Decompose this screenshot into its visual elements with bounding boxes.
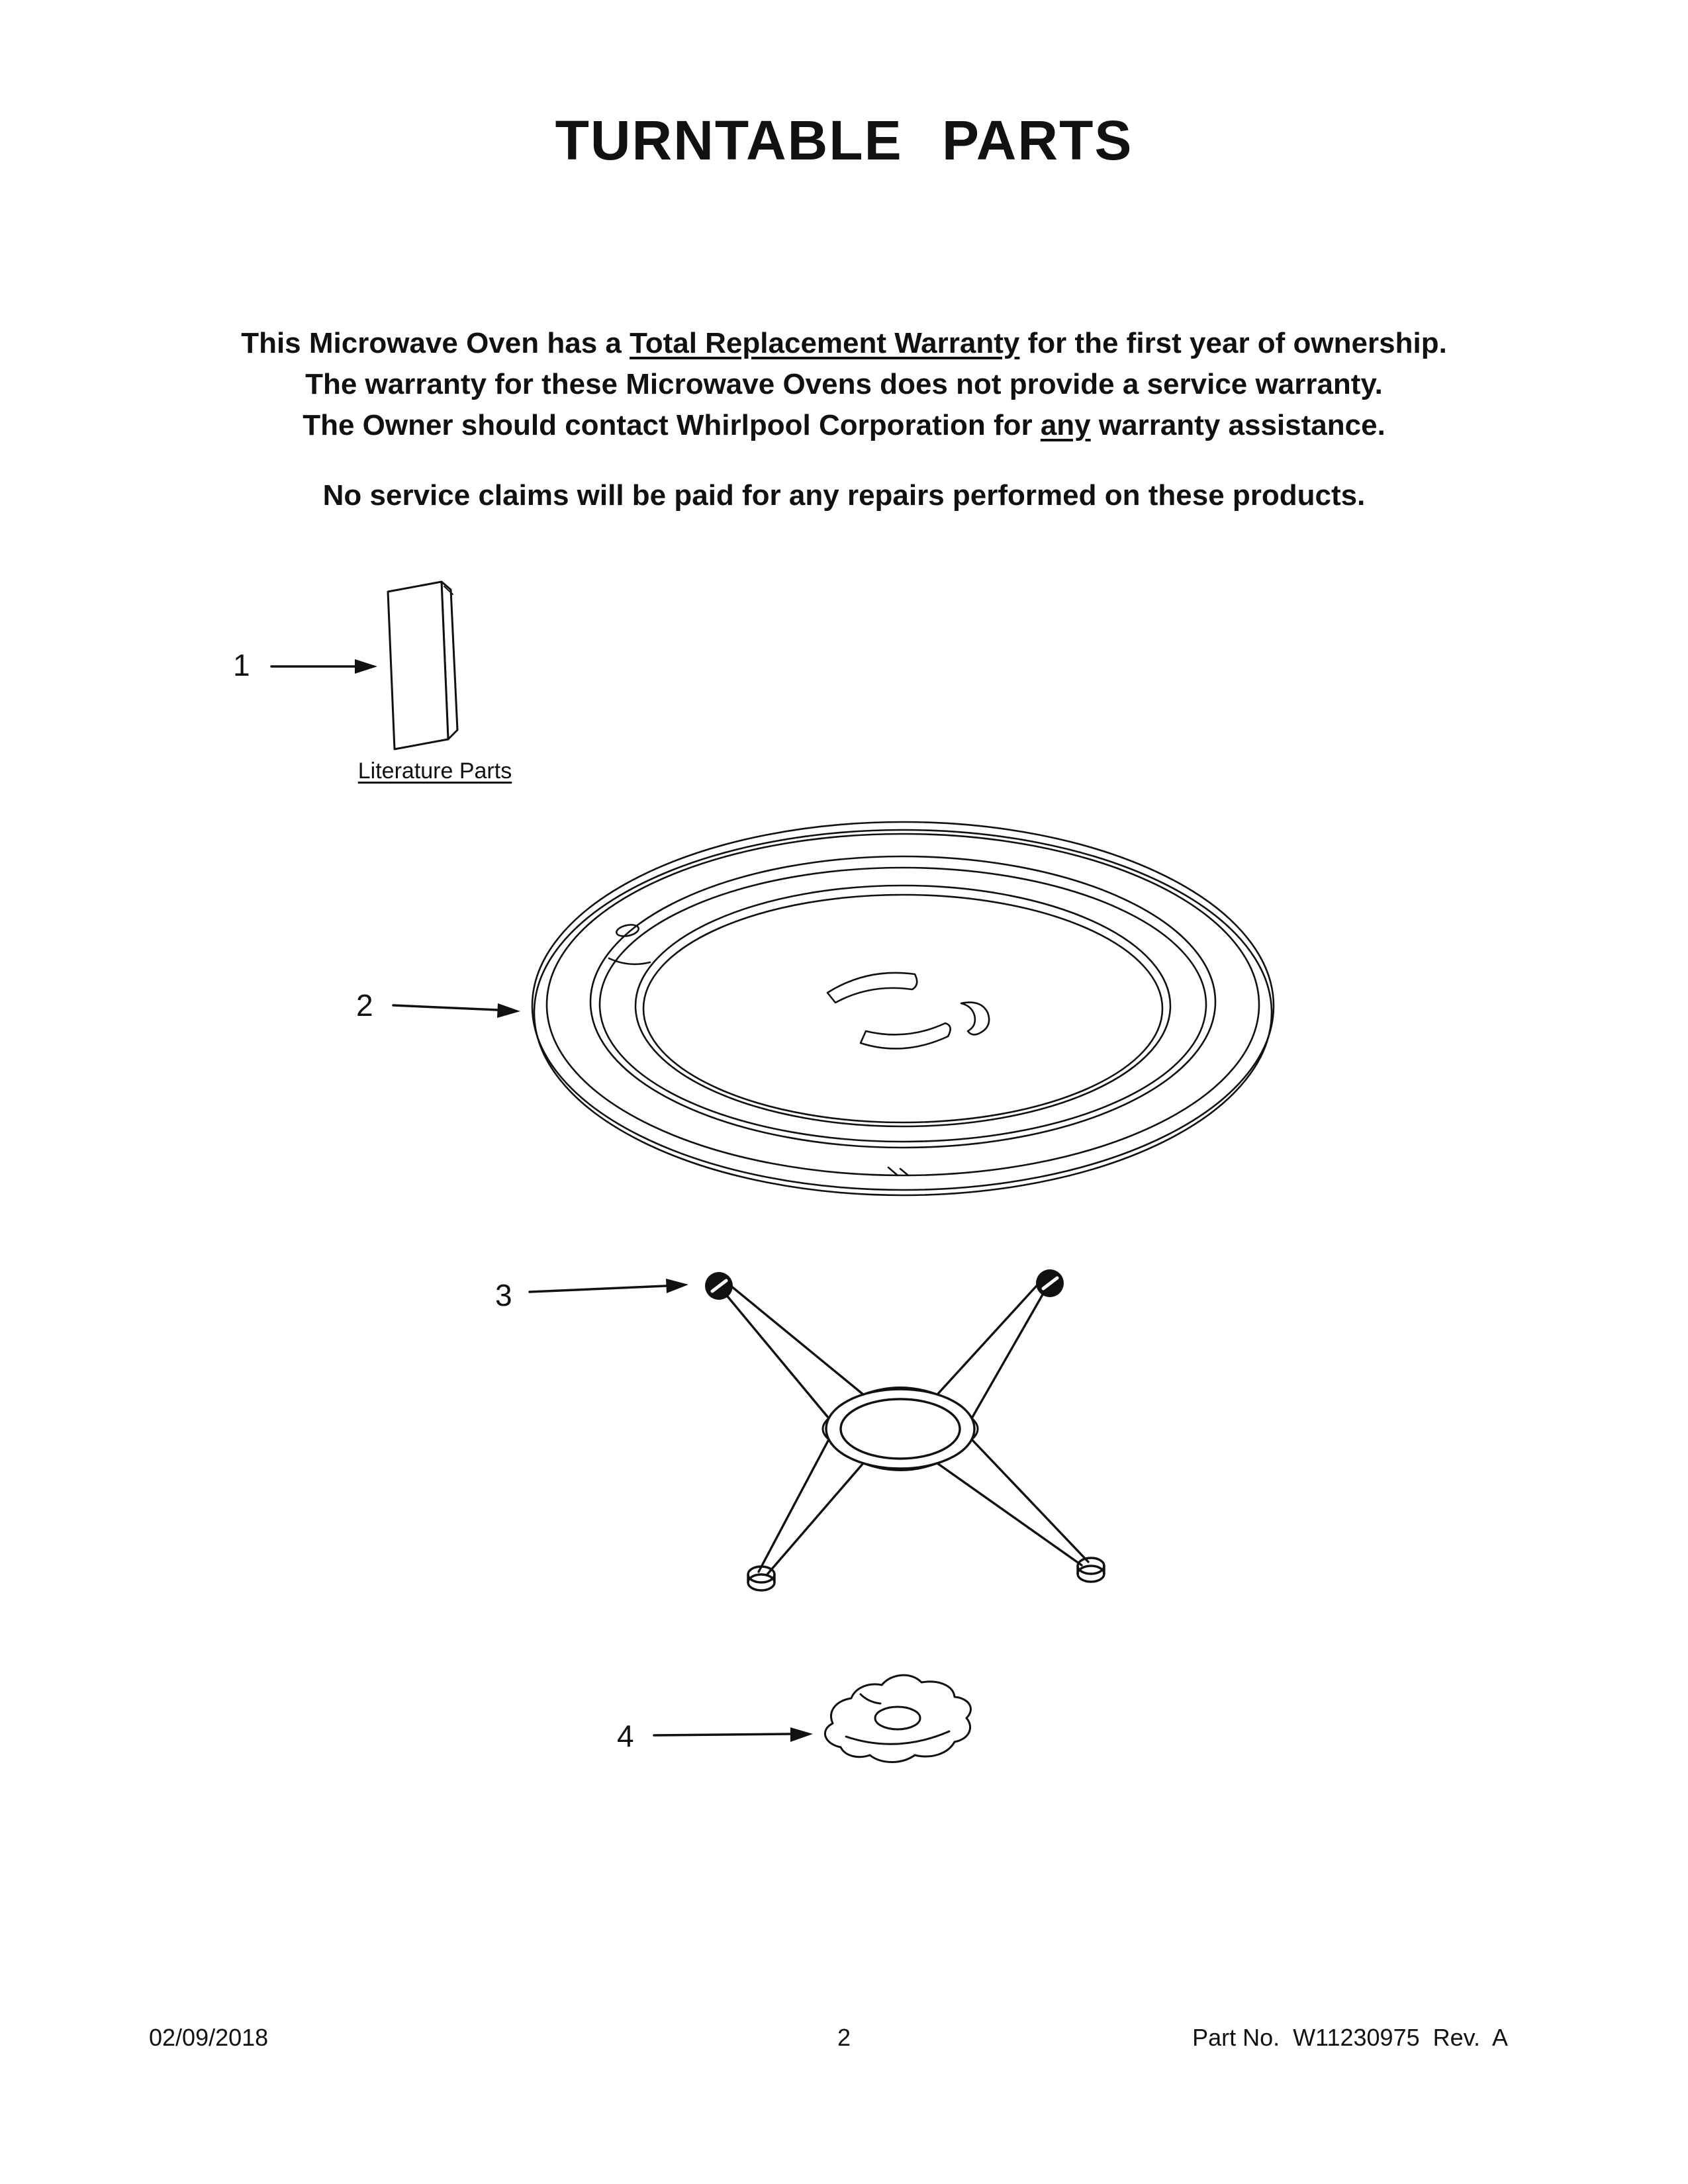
literature-part-drawing: [388, 582, 457, 749]
callout-arrow-4: [654, 1727, 813, 1742]
warranty-line-1-underlined: Total Replacement Warranty: [630, 327, 1020, 359]
warranty-line-3-pre: The Owner should contact Whirlpool Corporation for: [303, 409, 1041, 441]
coupler-drawing: [825, 1675, 970, 1762]
support-ring-drawing: [705, 1269, 1104, 1590]
callout-arrow-1: [271, 659, 377, 674]
warranty-line-2: The warranty for these Microwave Ovens does not provide a service warranty.: [305, 368, 1383, 400]
callout-number-3: 3: [495, 1278, 512, 1312]
page-title: TURNTABLE PARTS: [555, 109, 1133, 172]
callout-number-4: 4: [617, 1719, 634, 1753]
warranty-line-1-post: for the first year of ownership.: [1019, 327, 1447, 359]
warranty-statement: [0, 323, 1688, 516]
callout-arrow-3: [530, 1279, 688, 1293]
warranty-line-3-underlined: any: [1040, 409, 1091, 441]
warranty-line-3: [0, 405, 1688, 446]
callout-arrow-2: [393, 1003, 520, 1018]
literature-parts-label: Literature Parts: [357, 758, 512, 784]
warranty-line-1: [0, 323, 1688, 364]
callout-number-1: 1: [233, 648, 250, 682]
footer-date: 02/09/2018: [149, 2024, 269, 2051]
turntable-tray-drawing: [532, 822, 1274, 1195]
callout-number-2: 2: [356, 988, 373, 1023]
footer-part-number: Part No. W11230975 Rev. A: [1192, 2024, 1508, 2051]
footer-page-number: 2: [837, 2024, 851, 2051]
warranty-line-1-pre: This Microwave Oven has a: [241, 327, 630, 359]
warranty-notice: No service claims will be paid for any repairs performed on these products.: [322, 479, 1366, 512]
warranty-line-3-post: warranty assistance.: [1090, 409, 1385, 441]
